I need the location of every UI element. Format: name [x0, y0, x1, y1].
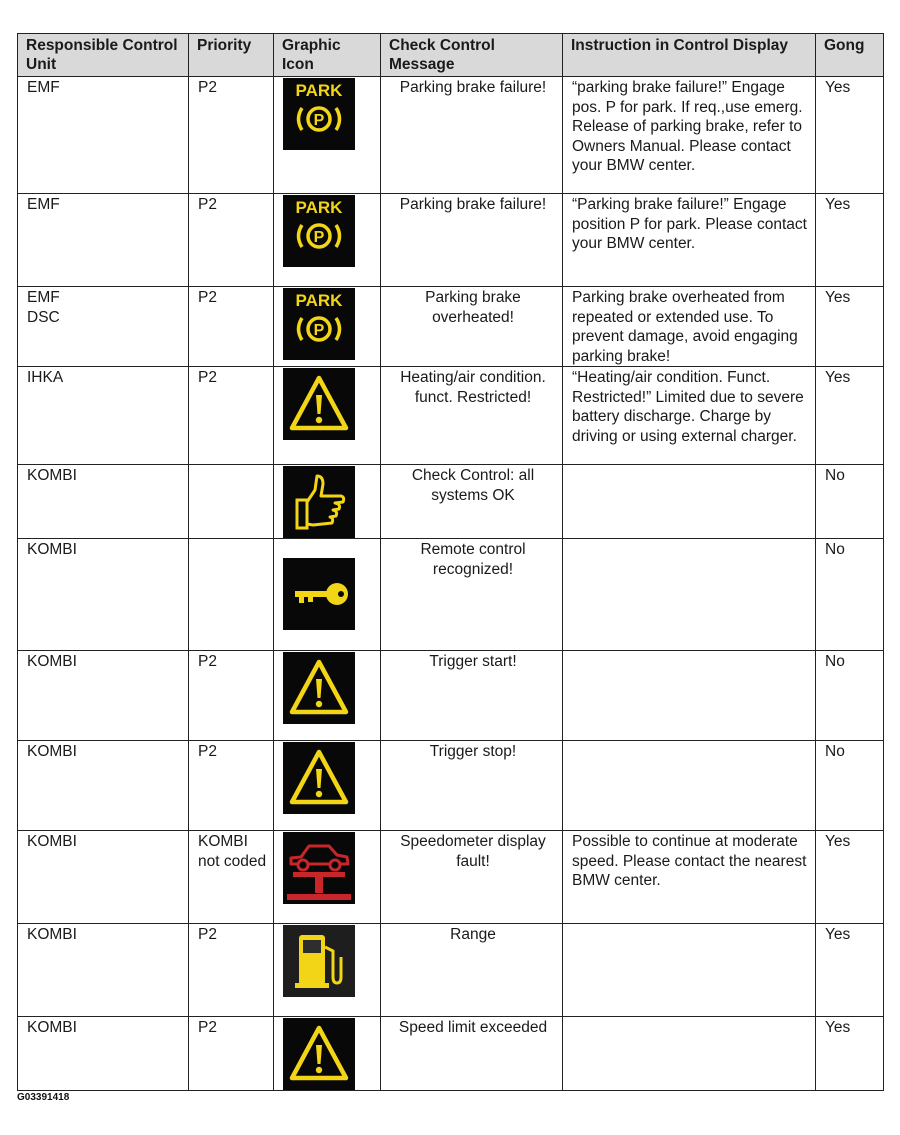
unit-cell: KOMBI	[18, 741, 189, 831]
unit-cell: KOMBI	[18, 539, 189, 651]
unit-cell: KOMBI	[18, 1017, 189, 1091]
warning-triangle-icon	[283, 1018, 355, 1090]
message-cell: Speed limit exceeded	[381, 1017, 563, 1091]
gong-cell: No	[816, 539, 884, 651]
icon-cell	[274, 539, 381, 651]
car-lift-icon	[283, 832, 355, 904]
svg-text:PARK: PARK	[295, 198, 343, 217]
svg-text:P: P	[313, 112, 325, 129]
gong-cell: Yes	[816, 831, 884, 924]
key-icon	[283, 558, 355, 630]
gong-cell: Yes	[816, 367, 884, 465]
message-cell: Heating/air condition. funct. Restricted!	[381, 367, 563, 465]
table-row	[18, 831, 884, 924]
unit-cell: EMF	[18, 194, 189, 287]
table-row	[18, 465, 884, 539]
park-brake-icon	[283, 78, 355, 150]
fuel-pump-icon	[283, 925, 355, 997]
unit-cell: KOMBI	[18, 924, 189, 1017]
priority-cell: P2	[189, 77, 274, 194]
header-gong: Gong	[816, 34, 884, 77]
table-row	[18, 77, 884, 194]
svg-text:PARK: PARK	[295, 291, 343, 310]
priority-cell: P2	[189, 1017, 274, 1091]
instruction-cell	[563, 465, 816, 539]
table-row	[18, 741, 884, 831]
svg-text:P: P	[313, 229, 325, 246]
instruction-cell: “Parking brake failure!” Engage position P for park. Please contact your BMW center.	[563, 194, 816, 287]
priority-cell: P2	[189, 287, 274, 367]
table-row	[18, 539, 884, 651]
instruction-cell	[563, 651, 816, 741]
message-cell: Speedometer display fault!	[381, 831, 563, 924]
table-row	[18, 287, 884, 367]
unit-cell: EMF	[18, 77, 189, 194]
icon-cell	[274, 651, 381, 741]
instruction-cell	[563, 741, 816, 831]
gong-cell: Yes	[816, 287, 884, 367]
icon-cell	[274, 465, 381, 539]
gong-cell: Yes	[816, 77, 884, 194]
figure-code: G03391418	[17, 1092, 70, 1103]
unit-cell: KOMBI	[18, 831, 189, 924]
icon-cell	[274, 831, 381, 924]
instruction-cell: Parking brake overheated from repeated or extended use. To prevent damage, avoid engaging parking brake!	[563, 287, 816, 367]
instruction-cell: Possible to continue at moderate speed. Please contact the nearest BMW center.	[563, 831, 816, 924]
header-icon: Graphic Icon	[274, 34, 381, 77]
priority-cell: P2	[189, 194, 274, 287]
icon-cell	[274, 741, 381, 831]
priority-cell	[189, 465, 274, 539]
priority-cell: P2	[189, 367, 274, 465]
header-instruction: Instruction in Control Display	[563, 34, 816, 77]
table-row	[18, 924, 884, 1017]
warning-triangle-icon	[283, 742, 355, 814]
thumbs-up-icon	[283, 466, 355, 538]
message-cell: Remote control recognized!	[381, 539, 563, 651]
warning-triangle-icon	[283, 652, 355, 724]
header-unit: Responsible Control Unit	[18, 34, 189, 77]
message-cell: Parking brake overheated!	[381, 287, 563, 367]
gong-cell: No	[816, 741, 884, 831]
message-cell: Parking brake failure!	[381, 77, 563, 194]
unit-cell: EMF DSC	[18, 287, 189, 367]
instruction-cell: “parking brake failure!” Engage pos. P for park. If req.,use emerg. Release of parking brake, refer to Owners Manual. Please contact your BMW center.	[563, 77, 816, 194]
icon-cell	[274, 924, 381, 1017]
table-row	[18, 1017, 884, 1091]
priority-cell: P2	[189, 741, 274, 831]
priority-cell: P2	[189, 924, 274, 1017]
gong-cell: Yes	[816, 924, 884, 1017]
header-message: Check Control Message	[381, 34, 563, 77]
icon-cell	[274, 1017, 381, 1091]
unit-cell: IHKA	[18, 367, 189, 465]
table-row	[18, 651, 884, 741]
park-brake-icon	[283, 195, 355, 267]
warning-triangle-icon	[283, 368, 355, 440]
gong-cell: No	[816, 651, 884, 741]
message-cell: Trigger start!	[381, 651, 563, 741]
icon-cell	[274, 77, 381, 194]
priority-cell: KOMBI not coded	[189, 831, 274, 924]
icon-cell	[274, 194, 381, 287]
message-cell: Check Control: all systems OK	[381, 465, 563, 539]
header-row	[18, 34, 884, 77]
message-cell: Range	[381, 924, 563, 1017]
check-control-table	[17, 33, 884, 1091]
svg-text:PARK: PARK	[295, 81, 343, 100]
message-cell: Trigger stop!	[381, 741, 563, 831]
table-row	[18, 367, 884, 465]
table-row	[18, 194, 884, 287]
icon-cell	[274, 367, 381, 465]
priority-cell	[189, 539, 274, 651]
gong-cell: No	[816, 465, 884, 539]
unit-cell: KOMBI	[18, 651, 189, 741]
gong-cell: Yes	[816, 1017, 884, 1091]
instruction-cell: “Heating/air condition. Funct. Restricted!” Limited due to severe battery discharge. Charge by driving or using external charger.	[563, 367, 816, 465]
priority-cell: P2	[189, 651, 274, 741]
icon-cell	[274, 287, 381, 367]
message-cell: Parking brake failure!	[381, 194, 563, 287]
header-priority: Priority	[189, 34, 274, 77]
park-brake-icon	[283, 288, 355, 360]
gong-cell: Yes	[816, 194, 884, 287]
instruction-cell	[563, 539, 816, 651]
unit-cell: KOMBI	[18, 465, 189, 539]
svg-text:P: P	[313, 322, 325, 339]
instruction-cell	[563, 924, 816, 1017]
instruction-cell	[563, 1017, 816, 1091]
